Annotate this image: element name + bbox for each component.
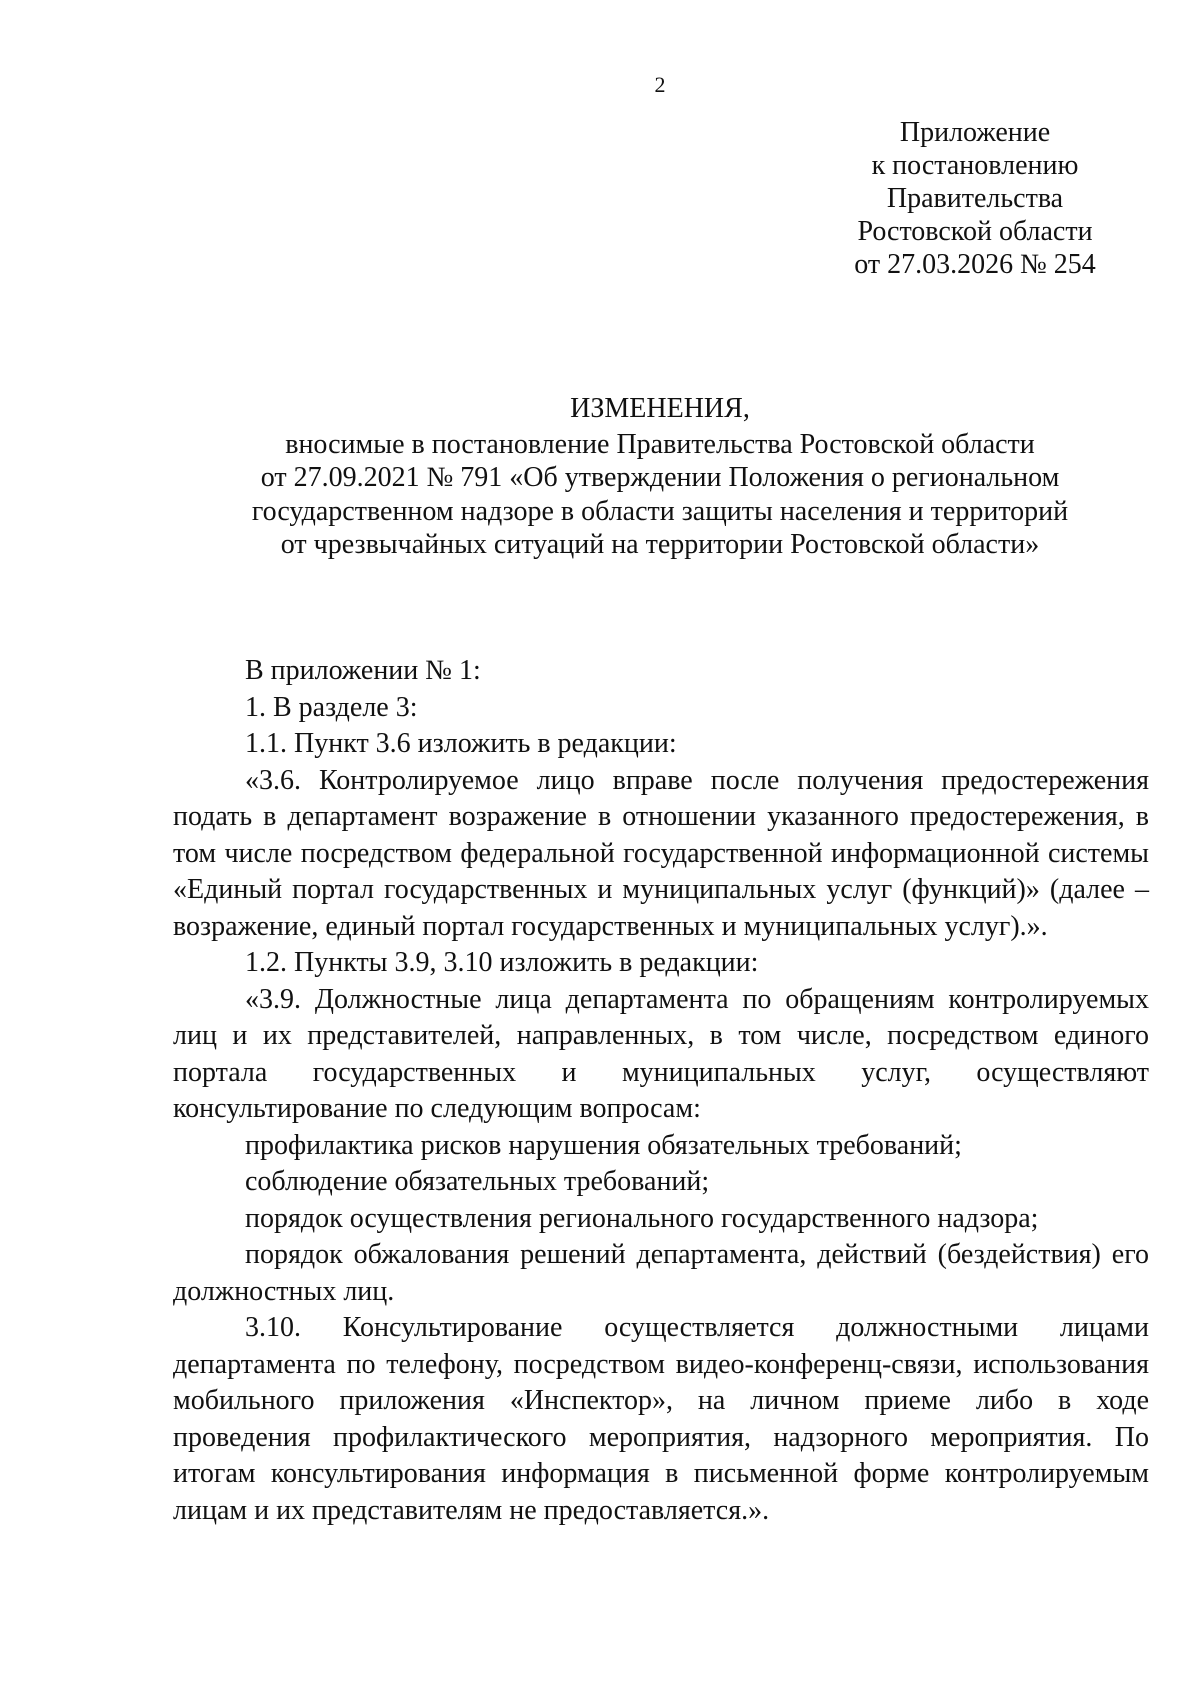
paragraph-section: 1. В разделе 3: <box>245 691 418 723</box>
paragraph-clause-3-6: «3.6. Контролируемое лицо вправе после получения предостережения подать в департамент возражение в отношении указанного предостережения, в том числе посредством федеральной государственной информационной системы «Единый портал государственных и муниципальных услуг (функций)» (далее – возражение, единый портал государственных и муниципальных услуг).». <box>173 764 1149 942</box>
appendix-block <box>840 116 1110 281</box>
paragraph-clause-3-10: 3.10. Консультирование осуществляется должностными лицами департамента по телефону, посредством видео-конференц-связи, использования мобильного приложения «Инспектор», на личном приеме либо в ходе проведения профилактического мероприятия, надзорного мероприятия. По итогам консультирования информация в письменной форме контролируемым лицам и их представителям не предоставляется.». <box>173 1312 1149 1526</box>
list-item: порядок осуществления регионального государственного надзора; <box>245 1202 1039 1234</box>
paragraph-item-1-1: 1.1. Пункт 3.6 изложить в редакции: <box>245 728 677 759</box>
paragraph-intro: В приложении № 1: <box>245 655 481 686</box>
title-line: вносимые в постановление Правительства Ростовской области <box>285 428 1035 460</box>
appendix-line: Ростовской области <box>857 216 1093 247</box>
title-line: государственном надзоре в области защиты населения и территорий <box>251 495 1069 527</box>
document-title-block <box>180 392 1140 562</box>
paragraph-item-1-2: 1.2. Пункты 3.9, 3.10 изложить в редакции: <box>245 947 759 978</box>
document-body <box>173 653 1149 1529</box>
paragraph-clause-3-9: «3.9. Должностные лица департамента по обращениям контролируемых лиц и их представителей, направленных, в том числе, посредством единого портала государственных и муниципальных услуг, осуществляют консультирование по следующим вопросам: <box>173 983 1149 1124</box>
page-number: 2 <box>654 72 666 97</box>
list-item: порядок обжалования решений департамента, действий (бездействия) его должностных лиц. <box>173 1239 1149 1307</box>
document-title: ИЗМЕНЕНИЯ, <box>570 393 750 424</box>
title-line: от чрезвычайных ситуаций на территории Ростовской области» <box>280 529 1040 560</box>
appendix-line: Приложение <box>899 117 1051 148</box>
list-item: профилактика рисков нарушения обязательных требований; <box>245 1129 962 1161</box>
title-line: от 27.09.2021 № 791 «Об утверждении Положения о региональном <box>260 462 1060 493</box>
list-item: соблюдение обязательных требований; <box>245 1166 710 1197</box>
appendix-line: Правительства <box>886 183 1064 214</box>
appendix-line: от 27.03.2026 № 254 <box>854 249 1096 280</box>
appendix-line: к постановлению <box>871 150 1079 181</box>
